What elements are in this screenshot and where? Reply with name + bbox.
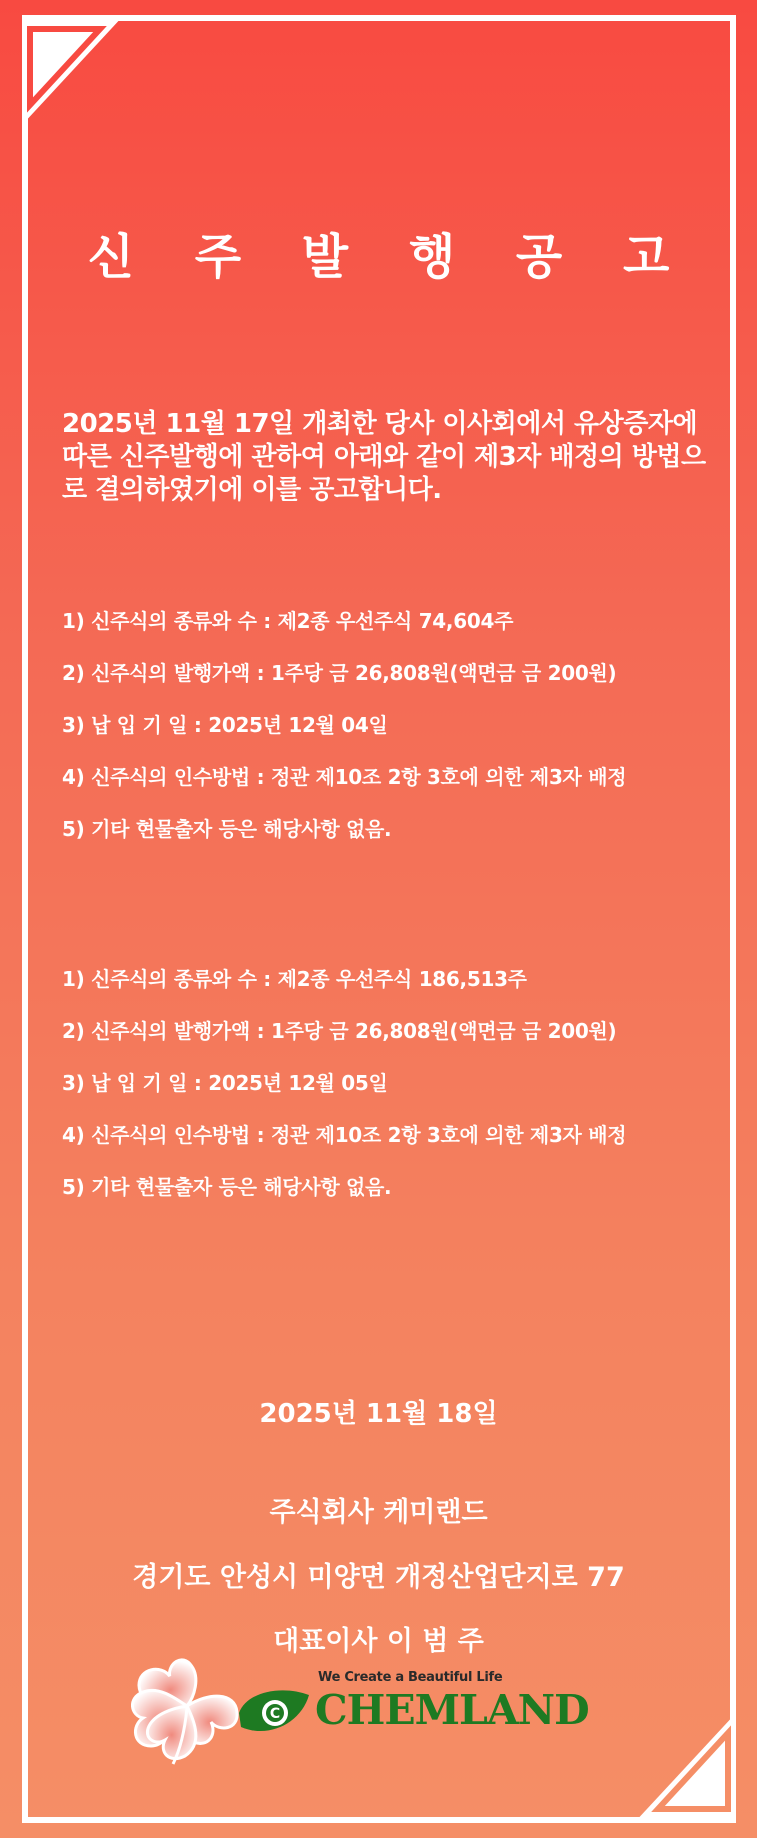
list-item: 2) 신주식의 발행가액 : 1주당 금 26,808원(액면금 금 200원): [62, 1019, 617, 1043]
bottom-right-corner-ornament: [631, 1711, 736, 1823]
logo-wordmark: CHEMLAND: [315, 1686, 589, 1734]
list-item: 1) 신주식의 종류와 수 : 제2종 우선주식 74,604주: [62, 609, 514, 633]
company-name: 주식회사 케미랜드: [269, 1497, 488, 1528]
list-item: 2) 신주식의 발행가액 : 1주당 금 26,808원(액면금 금 200원): [62, 661, 617, 685]
notice-date: 2025년 11월 18일: [259, 1399, 498, 1429]
company-address: 경기도 안성시 미양면 개정산업단지로 77: [132, 1562, 625, 1593]
logo-tagline: We Create a Beautiful Life: [318, 1670, 503, 1685]
list-item: 1) 신주식의 종류와 수 : 제2종 우선주식 186,513주: [62, 967, 527, 991]
list-item: 3) 납 입 기 일 : 2025년 12월 04일: [62, 713, 388, 737]
notice-title: 신 주 발 행 공 고: [87, 229, 692, 285]
issuance-list-2: [62, 962, 722, 1222]
list-item: 5) 기타 현물출자 등은 해당사항 없음.: [62, 1175, 392, 1199]
list-item: 4) 신주식의 인수방법 : 정관 제10조 2항 3호에 의한 제3자 배정: [62, 765, 627, 789]
list-item: 4) 신주식의 인수방법 : 정관 제10조 2항 3호에 의한 제3자 배정: [62, 1123, 627, 1147]
list-item: 5) 기타 현물출자 등은 해당사항 없음.: [62, 817, 392, 841]
list-item: 3) 납 입 기 일 : 2025년 12월 05일: [62, 1071, 388, 1095]
issuance-list-1: [62, 604, 722, 864]
svg-text:C: C: [269, 1706, 281, 1722]
chemland-emblem-icon: [235, 1683, 315, 1743]
notice-intro: 2025년 11월 17일 개최한 당사 이사회에서 유상증자에 따른 신주발행에 관하여 아래와 같이 제3자 배정의 방법으로 결의하였기에 이를 공고합니다.: [62, 409, 706, 505]
chemland-logo: [125, 1648, 595, 1766]
top-left-corner-ornament: [22, 15, 127, 127]
ceo-name: 대표이사 이 범 주: [273, 1626, 484, 1657]
